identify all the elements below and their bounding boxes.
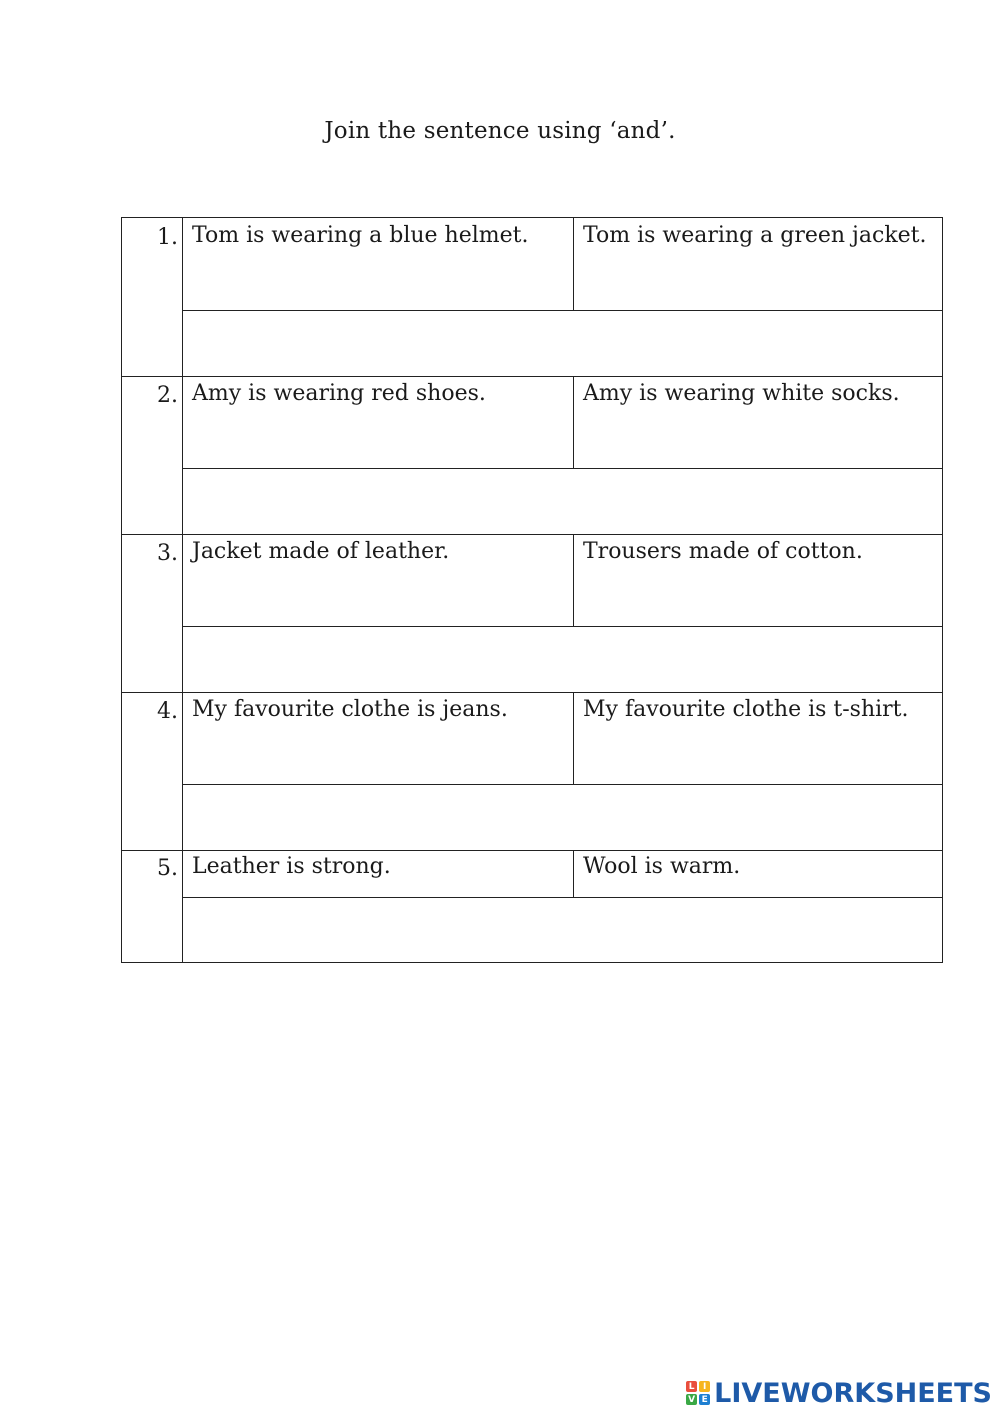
row-3-bottom-border <box>122 692 943 693</box>
row-3-column-divider <box>573 534 574 626</box>
row-3-left-sentence: Jacket made of leather. <box>192 539 450 564</box>
row-1-column-divider <box>573 218 574 310</box>
row-3-right-sentence: Trousers made of cotton. <box>583 539 863 564</box>
worksheet-title: Join the sentence using ‘and’. <box>324 118 676 144</box>
row-4-right-sentence: My favourite clothe is t-shirt. <box>583 697 909 722</box>
liveworksheets-logo <box>686 1378 992 1408</box>
logo-mark-letter-l: L <box>686 1381 697 1392</box>
row-5-column-divider <box>573 850 574 897</box>
row-4-column-divider <box>573 692 574 784</box>
logo-mark-letter-e: E <box>699 1394 710 1405</box>
row-4-answer-field[interactable] <box>183 785 943 850</box>
row-5-left-sentence: Leather is strong. <box>192 854 391 879</box>
row-2-column-divider <box>573 376 574 468</box>
logo-mark-icon <box>686 1381 710 1405</box>
row-3-answer-field[interactable] <box>183 627 943 692</box>
row-1-number: 1. <box>157 225 178 250</box>
row-2-answer-field[interactable] <box>183 469 943 534</box>
logo-mark-letter-i: I <box>699 1381 710 1392</box>
row-4-left-sentence: My favourite clothe is jeans. <box>192 697 508 722</box>
row-1-left-sentence: Tom is wearing a blue helmet. <box>192 223 529 248</box>
row-5-answer-field[interactable] <box>183 898 943 963</box>
row-5-right-sentence: Wool is warm. <box>583 854 741 879</box>
logo-mark-letter-v: V <box>686 1394 697 1405</box>
row-2-right-sentence: Amy is wearing white socks. <box>583 381 900 406</box>
row-2-left-sentence: Amy is wearing red shoes. <box>192 381 486 406</box>
row-1-right-sentence: Tom is wearing a green jacket. <box>583 223 927 248</box>
row-4-bottom-border <box>122 850 943 851</box>
row-3-number: 3. <box>157 541 178 566</box>
row-5-number: 5. <box>157 856 178 881</box>
row-2-bottom-border <box>122 534 943 535</box>
logo-brand-text: LIVEWORKSHEETS <box>714 1377 992 1409</box>
row-1-answer-field[interactable] <box>183 311 943 376</box>
row-1-bottom-border <box>122 376 943 377</box>
row-2-number: 2. <box>157 383 178 408</box>
row-4-number: 4. <box>157 699 178 724</box>
exercise-table <box>121 217 943 963</box>
